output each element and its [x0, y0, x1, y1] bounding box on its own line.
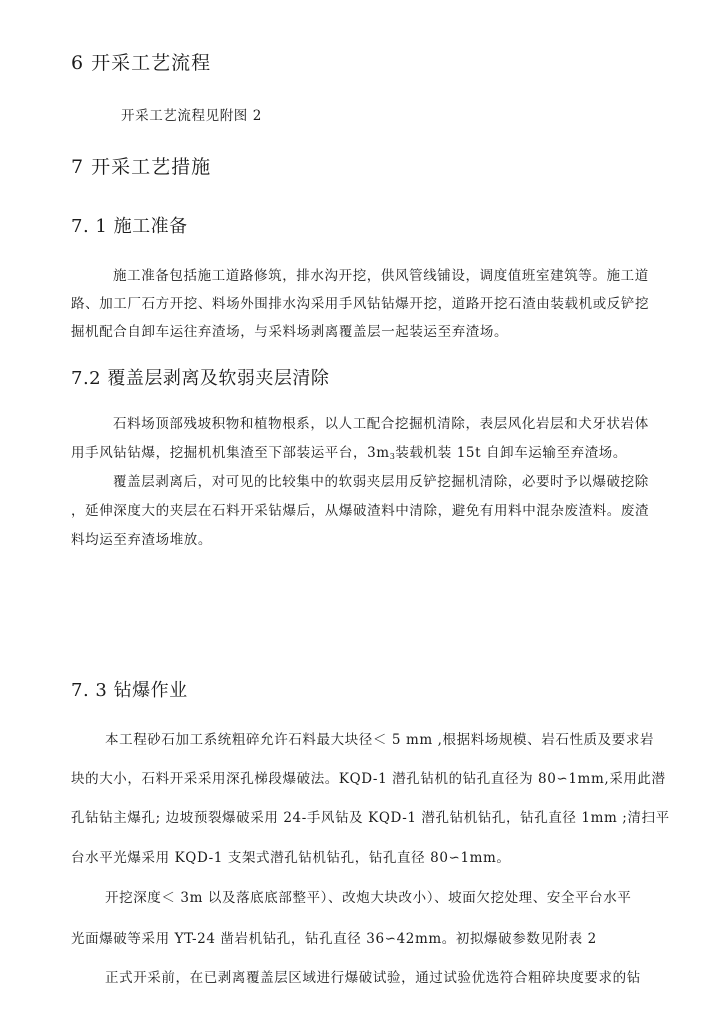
- paragraph-7-2a-line-1: 石料场顶部残坡积物和植物根系，以人工配合挖掘机清除，表层风化岩层和犬牙状岩体: [113, 416, 649, 432]
- text-segment: 装载机装 15t 自卸车运输至弃渣场。: [395, 445, 627, 461]
- text-segment: 用手风钻钻爆，挖掘机机集渣至下部装运平台，3m: [71, 445, 390, 461]
- paragraph-7-3c-line-1: 正式开采前，在已剥离覆盖层区域进行爆破试验，通过试验优选符合粗碎块度要求的钻: [105, 970, 641, 986]
- paragraph-7-2b-line-2: ，延伸深度大的夹层在石料开采钻爆后，从爆破渣料中清除，避免有用料中混杂废渣料。废渣: [71, 503, 650, 519]
- paragraph-7-1-line-2: 路、加工厂石方开挖、料场外围排水沟采用手风钻钻爆开挖，道路开挖石渣由装载机或反铲挖: [71, 296, 650, 312]
- heading-section-6: 6 开采工艺流程: [71, 52, 212, 74]
- heading-section-7: 7 开采工艺措施: [71, 156, 212, 178]
- subscript-text: 3: [389, 452, 396, 461]
- paragraph-7-1-line-1: 施工准备包括施工道路修筑，排水沟开挖，供风管线铺设，调度值班室建筑等。施工道: [113, 268, 649, 284]
- paragraph-7-2b-line-1: 覆盖层剥离后，对可见的比较集中的软弱夹层用反铲挖掘机清除，必要时予以爆破挖除: [113, 474, 649, 490]
- paragraph-6: 开采工艺流程见附图 2: [121, 108, 262, 124]
- paragraph-7-3a-line-4: 台水平光爆采用 KQD-1 支架式潜孔钻机钻孔，钻孔直径 80∽1mm。: [71, 850, 511, 866]
- paragraph-7-2b-line-3: 料均运至弃渣场堆放。: [71, 532, 212, 548]
- heading-section-7-2: 7.2 覆盖层剥离及软弱夹层清除: [71, 368, 330, 389]
- paragraph-7-3a-line-2: 块的大小，石料开采采用深孔梯段爆破法。KQD-1 潜孔钻机的钻孔直径为 80∽1mm,采用此潜: [71, 771, 666, 787]
- heading-section-7-3: 7. 3 钻爆作业: [71, 680, 188, 701]
- heading-section-7-1: 7. 1 施工准备: [71, 216, 188, 237]
- paragraph-7-2a-line-2: [71, 441, 627, 461]
- paragraph-7-1-line-3: 掘机配合自卸车运往弃渣场，与采料场剥离覆盖层一起装运至弃渣场。: [71, 324, 509, 340]
- paragraph-7-3a-line-3: 孔钻钻主爆孔; 边坡预裂爆破采用 24-手风钻及 KQD-1 潜孔钻机钻孔，钻孔直径 1mm ;清扫平: [71, 810, 670, 826]
- paragraph-7-3a-line-1: 本工程砂石加工系统粗碎允许石料最大块径＜ 5 mm ,根据料场规模、岩石性质及要求岩: [105, 732, 655, 748]
- paragraph-7-3b-line-1: 开挖深度＜ 3m 以及落底底部整平）、改炮大块改小）、坡面欠挖处理、安全平台水平: [105, 890, 632, 906]
- paragraph-7-3b-line-2: 光面爆破等采用 YT-24 凿岩机钻孔，钻孔直径 36∽42mm。初拟爆破参数见附表 2: [71, 931, 597, 947]
